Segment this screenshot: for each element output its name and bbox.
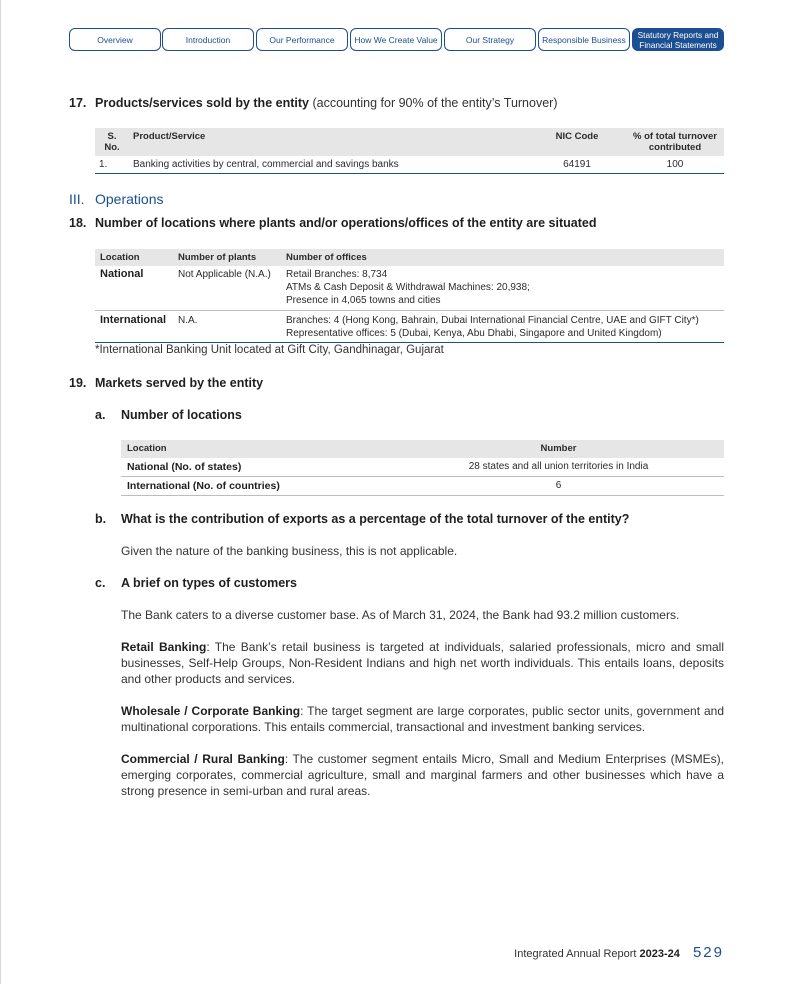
office-line: Branches: 4 (Hong Kong, Bahrain, Dubai International Financial Centre, UAE and GIFT City*) [286, 315, 699, 326]
section-17-number: 17. [69, 96, 87, 110]
header-sno: S. No. [95, 128, 129, 156]
tab-our-strategy[interactable]: Our Strategy [444, 28, 536, 51]
section-iii-number: III. [69, 191, 85, 207]
cell-nic-code: 64191 [528, 156, 626, 174]
table-row [95, 156, 724, 174]
segment-commercial-rural [121, 751, 724, 799]
cell-number: 6 [393, 477, 724, 496]
table-row [121, 477, 724, 496]
table-row [121, 458, 724, 477]
subsection-b-label: b. [95, 512, 107, 526]
cell-offices [281, 311, 724, 343]
page-number: 529 [692, 944, 724, 961]
cell-location: National (No. of states) [121, 458, 393, 477]
subsection-a-label: a. [95, 408, 106, 422]
cell-sno: 1. [95, 156, 129, 174]
cell-plants: Not Applicable (N.A.) [173, 266, 281, 311]
segment-name: Commercial / Rural Banking [121, 752, 285, 766]
cell-location: International [95, 311, 173, 343]
tab-our-performance[interactable]: Our Performance [256, 28, 348, 51]
subsection-c-title: A brief on types of customers [121, 576, 297, 590]
subsection-a-title: Number of locations [121, 408, 242, 422]
segment-text: : The Bank’s retail business is targeted at individuals, salaried professionals, micro and small businesses, Self-Help Groups, Non-Resident Indians and high net worth individuals. This entails loans, deposits and other products and services. [121, 640, 724, 686]
section-17-subtitle: (accounting for 90% of the entity’s Turnover) [312, 96, 558, 110]
header-turnover-pct: % of total turnover contributed [626, 128, 724, 156]
table-row [95, 266, 724, 311]
cell-number: 28 states and all union territories in India [393, 458, 724, 477]
footnote-gift-city: *International Banking Unit located at Gift City, Gandhinagar, Gujarat [95, 344, 444, 356]
markets-table-header [121, 440, 724, 458]
footer-year: 2023-24 [639, 948, 680, 960]
cell-offices [281, 266, 724, 311]
header-nic-code: NIC Code [528, 128, 626, 156]
section-19-number: 19. [69, 376, 87, 390]
cell-location: National [95, 266, 173, 311]
tab-statutory-reports[interactable]: Statutory Reports and Financial Statements [632, 28, 724, 51]
page-edge-line [0, 0, 1, 984]
tab-overview[interactable]: Overview [69, 28, 161, 51]
header-number: Number [393, 440, 724, 458]
products-table [95, 128, 724, 174]
locations-table [95, 249, 724, 343]
segment-name: Wholesale / Corporate Banking [121, 704, 301, 718]
segment-text: : The target segment are large corporates, public sector units, government and multinational corporations. This entails commercial, transactional and investment banking services. [121, 704, 724, 734]
locations-table-header [95, 249, 724, 266]
tab-responsible-business[interactable]: Responsible Business [538, 28, 630, 51]
segment-name: Retail Banking [121, 640, 207, 654]
office-line: Representative offices: 5 (Dubai, Kenya, Abu Dhabi, Singapore and United Kingdom) [286, 328, 662, 339]
section-iii-title: Operations [95, 191, 164, 207]
cell-turnover-pct: 100 [626, 156, 724, 174]
tab-how-we-create-value[interactable]: How We Create Value [350, 28, 442, 51]
subsection-c-label: c. [95, 576, 106, 590]
cell-location: International (No. of countries) [121, 477, 393, 496]
segment-wholesale [121, 703, 724, 735]
markets-table [121, 440, 724, 496]
section-17-title [95, 96, 558, 110]
header-offices: Number of offices [281, 249, 724, 266]
page-footer [0, 944, 724, 961]
header-location: Location [95, 249, 173, 266]
cell-product: Banking activities by central, commercial and savings banks [129, 156, 528, 174]
office-line: Presence in 4,065 towns and cities [286, 295, 441, 306]
office-line: Retail Branches: 8,734 [286, 269, 388, 280]
cell-plants: N.A. [173, 311, 281, 343]
table-row [95, 311, 724, 343]
office-line: ATMs & Cash Deposit & Withdrawal Machines: 20,938; [286, 282, 530, 293]
section-19-title: Markets served by the entity [95, 376, 264, 390]
subsection-b-title: What is the contribution of exports as a percentage of the total turnover of the entity? [121, 512, 630, 526]
section-18-number: 18. [69, 216, 87, 230]
header-location: Location [121, 440, 393, 458]
header-product: Product/Service [129, 128, 528, 156]
segment-text: : The customer segment entails Micro, Small and Medium Enterprises (MSMEs), emerging corporates, commercial agriculture, small and marginal farmers and other businesses which have a strong presence in semi-urban and rural areas. [121, 752, 724, 798]
products-table-header [95, 128, 724, 156]
footer-report-name: Integrated Annual Report [514, 948, 637, 960]
segment-retail [121, 639, 724, 687]
tab-introduction[interactable]: Introduction [162, 28, 254, 51]
section-17-title-text: Products/services sold by the entity [95, 96, 309, 110]
section-18-title: Number of locations where plants and/or operations/offices of the entity are situated [95, 216, 597, 230]
customers-intro: The Bank caters to a diverse customer base. As of March 31, 2024, the Bank had 93.2 million customers. [121, 608, 680, 622]
exports-answer: Given the nature of the banking business, this is not applicable. [121, 544, 458, 558]
header-plants: Number of plants [173, 249, 281, 266]
